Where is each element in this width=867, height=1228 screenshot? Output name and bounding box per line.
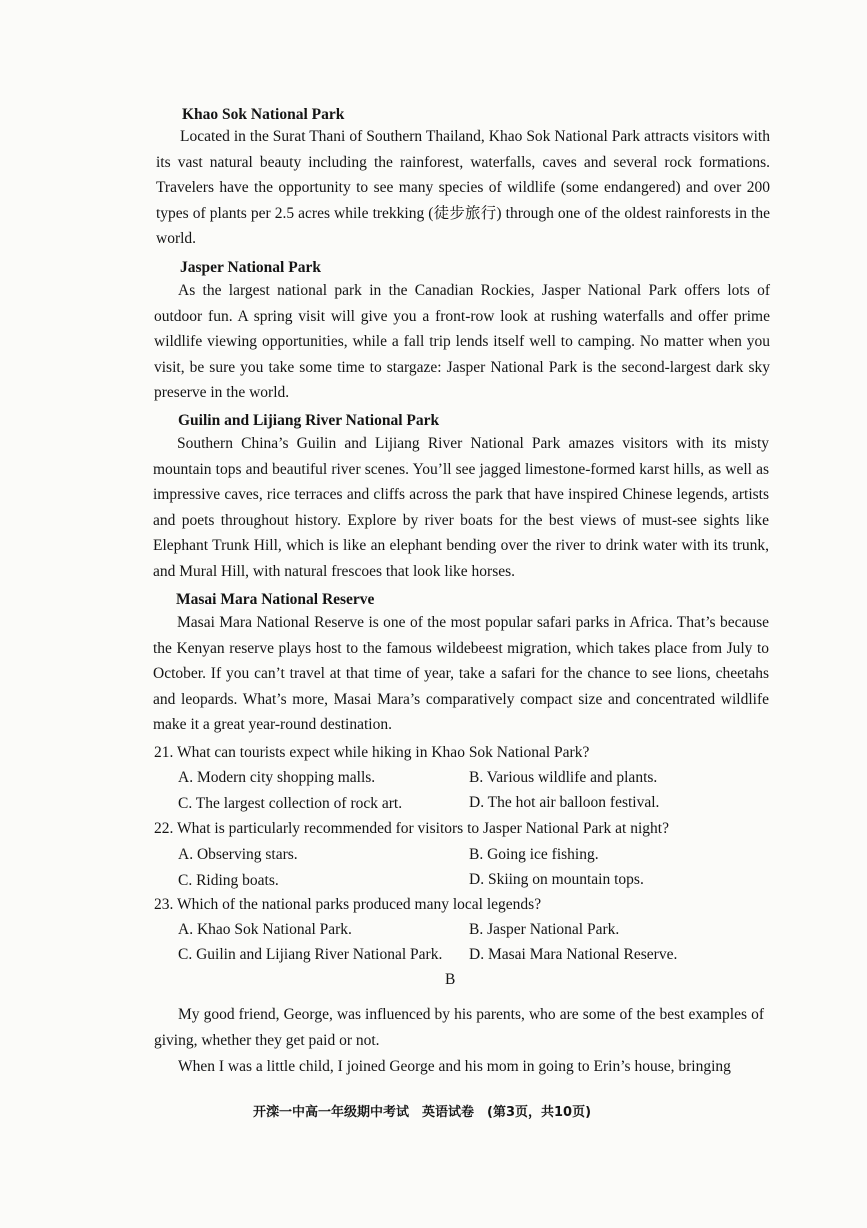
park-text-guilin: Southern China’s Guilin and Lijiang River National Park amazes visitors with its misty mountain tops and beautiful river scenes. You’ll see jagged limestone-formed karst hills, as well as impressive caves, rice terraces and cliffs across the park that have inspired Chinese legends, artists and poets throughout history. Explore by river boats for the best views of must-see sights like Elephant Trunk Hill, which is like an elephant bending over the river to drink water with its trunk, and Mural Hill, with natural frescoes that look like horses.	[153, 435, 769, 580]
park-title-guilin: Guilin and Lijiang River National Park	[178, 412, 440, 429]
park-text-masai-mara: Masai Mara National Reserve is one of the most popular safari parks in Africa. That’s because the Kenyan reserve plays host to the famous wildebeest migration, which takes place from July to October. If you can’t travel at that time of year, take a safari for the chance to see lions, cheetahs and leopards. What’s more, Masai Mara’s comparatively compact size and concentrated wildlife make it a great year-round destination.	[153, 614, 769, 734]
question-21-option-d: D. The hot air balloon festival.	[469, 794, 660, 811]
page-footer: 开滦一中高一年级期中考试 英语试卷 (第3页，共10页)	[253, 1105, 592, 1120]
question-22-option-d: D. Skiing on mountain tops.	[469, 871, 644, 888]
question-21-option-b: B. Various wildlife and plants.	[469, 769, 658, 786]
question-23: 23. Which of the national parks produced many local legends?	[154, 896, 542, 913]
question-22-option-a: A. Observing stars.	[178, 846, 298, 863]
section-b-paragraph-2: When I was a little child, I joined George and his mom in going to Erin’s house, bringing	[178, 1058, 731, 1075]
question-23-option-b: B. Jasper National Park.	[469, 921, 620, 938]
question-23-option-c: C. Guilin and Lijiang River National Park.	[178, 946, 443, 963]
question-22-option-c: C. Riding boats.	[178, 872, 279, 889]
question-23-option-a: A. Khao Sok National Park.	[178, 921, 352, 938]
question-21-option-a: A. Modern city shopping malls.	[178, 769, 376, 786]
section-b-label: B	[445, 971, 456, 988]
section-b-paragraph-1: My good friend, George, was influenced by his parents, who are some of the best examples of giving, whether they get paid or not.	[154, 1006, 764, 1049]
question-21-option-c: C. The largest collection of rock art.	[178, 795, 403, 812]
question-23-option-d: D. Masai Mara National Reserve.	[469, 946, 678, 963]
park-title-jasper: Jasper National Park	[180, 259, 321, 276]
question-21: 21. What can tourists expect while hiking in Khao Sok National Park?	[154, 744, 590, 761]
park-text-khao-sok: Located in the Surat Thani of Southern Thailand, Khao Sok National Park attracts visitors with its vast natural beauty including the rainforest, waterfalls, caves and several rock formations. Travelers have the opportunity to see many species of wildlife (some endangered) and over 200 types of plants per 2.5 acres while trekking (徒步旅行) through one of the oldest rainforests in the world.	[156, 128, 770, 248]
park-text-jasper: As the largest national park in the Canadian Rockies, Jasper National Park offers lots of outdoor fun. A spring visit will give you a front-row look at rushing waterfalls and offer prime wildlife viewing opportunities, while a fall trip lends itself well to camping. No matter when you visit, be sure you take some time to stargaze: Jasper National Park is the second-largest dark sky preserve in the world.	[154, 282, 770, 402]
park-title-khao-sok: Khao Sok National Park	[182, 106, 345, 123]
park-title-masai-mara: Masai Mara National Reserve	[176, 591, 375, 608]
question-22: 22. What is particularly recommended for visitors to Jasper National Park at night?	[154, 820, 669, 837]
question-22-option-b: B. Going ice fishing.	[469, 846, 599, 863]
